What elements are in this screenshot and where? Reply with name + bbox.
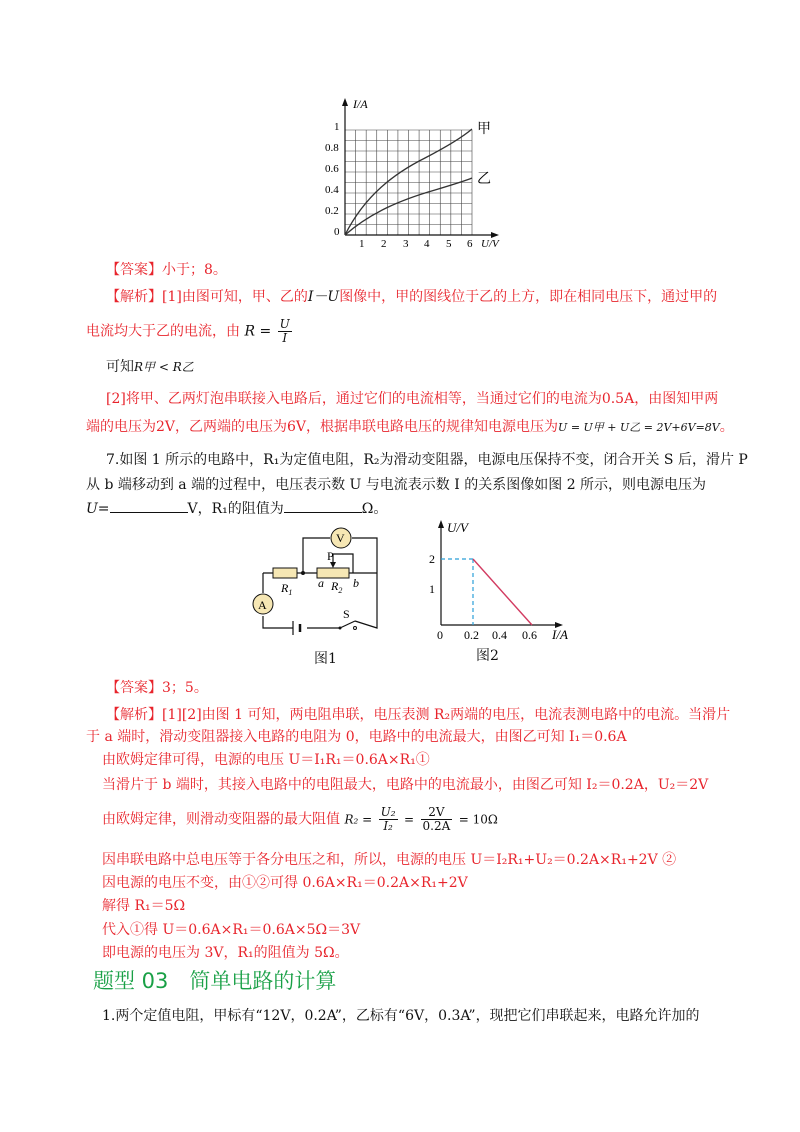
q6-analysis-line2 bbox=[86, 318, 294, 345]
y-tick: 0.8 bbox=[325, 142, 339, 154]
formula-i-u: I－U bbox=[307, 289, 340, 305]
p-label: P bbox=[327, 549, 334, 563]
y-axis-label: I/A bbox=[353, 97, 368, 111]
y-tick: 1 bbox=[334, 121, 340, 133]
analysis-tag: 【解析】 bbox=[106, 707, 162, 723]
ui-line bbox=[473, 559, 532, 625]
q7-answer bbox=[106, 678, 208, 698]
formula-r: R = bbox=[244, 323, 272, 340]
terminal-a-label: a bbox=[318, 576, 324, 590]
text: 代入①得 U＝0.6A×R₁＝0.6A×5Ω＝3V bbox=[102, 922, 361, 938]
switch-label: S bbox=[343, 607, 350, 621]
y-axis-arrow bbox=[438, 520, 444, 528]
ui-graph-2 bbox=[425, 518, 595, 643]
answer-text: 小于；8。 bbox=[162, 262, 227, 278]
r1-label: $R_1$ bbox=[281, 581, 293, 597]
x-tick: 0.2 bbox=[464, 628, 479, 642]
text: 图2 bbox=[476, 648, 499, 664]
q7-line3 bbox=[86, 498, 387, 519]
y-tick: 0.4 bbox=[325, 184, 339, 196]
text: 由欧姆定律可得，电源的电压 U＝I₁R₁＝0.6A×R₁① bbox=[102, 752, 430, 768]
y-axis-arrow bbox=[342, 98, 348, 106]
answer-tag: 【答案】 bbox=[106, 680, 162, 696]
x-tick: 2 bbox=[381, 238, 387, 250]
answer-tag: 【答案】 bbox=[106, 262, 162, 278]
resistor-r1 bbox=[273, 568, 297, 578]
answer-text: 3；5。 bbox=[162, 680, 208, 696]
q6-answer bbox=[106, 260, 227, 280]
q7-analysis-line1 bbox=[106, 705, 730, 725]
text: 于 a 端时，滑动变阻器接入电路的电阻为 0，电路中的电流最大，由图乙可知 I₁＝0.6A bbox=[86, 729, 627, 745]
x-tick: 6 bbox=[467, 238, 473, 250]
numerator: U bbox=[279, 317, 290, 331]
formula-total-voltage: U = U甲 + U乙 = 2V+6V=8V bbox=[558, 421, 720, 434]
x-tick: 0.4 bbox=[492, 628, 507, 642]
graph-grid bbox=[345, 130, 472, 235]
formula-r2: R₂ = bbox=[344, 812, 373, 827]
q6-analysis-line1 bbox=[106, 287, 717, 307]
fig2-caption bbox=[476, 646, 499, 666]
q7-analysis-line4 bbox=[102, 775, 708, 795]
switch-terminal bbox=[339, 627, 342, 630]
q7-analysis-line9 bbox=[102, 920, 360, 940]
text: 1.两个定值电阻，甲标有“12V，0.2A”，乙标有“6V，0.3A”，现把它们串联起来，电路允许加的 bbox=[102, 1008, 700, 1024]
text: 因电源的电压不变，由①②可得 0.6A×R₁＝0.2A×R₁+2V bbox=[102, 875, 468, 891]
curve-jia-label: 甲 bbox=[477, 122, 491, 137]
y-tick: 0.6 bbox=[325, 163, 339, 175]
text: 当滑片于 b 端时，其接入电路中的电阻最大，电路中的电流最小，由图乙可知 I₂＝0.2A，U₂＝2V bbox=[102, 777, 709, 793]
text: 从 b 端移动到 a 端的过程中，电压表示数 U 与电流表示数 I 的关系图像如图 2 所示，则电源电压为 bbox=[86, 477, 707, 493]
numerator: 2V bbox=[421, 806, 453, 820]
ammeter-label: A bbox=[258, 598, 267, 612]
q6-analysis-line5 bbox=[86, 417, 734, 438]
circuit-diagram bbox=[245, 518, 395, 668]
q6-analysis-line4 bbox=[106, 389, 718, 409]
section-title: 题型 03 简单电路的计算 bbox=[93, 969, 337, 993]
terminal-b-label: b bbox=[353, 576, 359, 590]
q7-analysis-line3 bbox=[102, 750, 430, 770]
formula-r-compare: R甲 < R乙 bbox=[134, 360, 194, 374]
curve-yi-label: 乙 bbox=[477, 172, 491, 187]
junction-dot bbox=[301, 571, 305, 575]
text: V，R₁的阻值为 bbox=[187, 501, 284, 517]
text: 。 bbox=[719, 419, 734, 435]
denominator: 0.2A bbox=[422, 819, 451, 833]
x-tick: 4 bbox=[424, 238, 430, 250]
fraction-2v-over-02a bbox=[421, 806, 453, 833]
y-tick: 0.2 bbox=[325, 205, 339, 217]
switch-s bbox=[340, 621, 355, 628]
text: 图1 bbox=[314, 651, 337, 667]
numerator: U₂ bbox=[380, 805, 396, 819]
analysis-tag: 【解析】 bbox=[106, 289, 162, 305]
x-tick: 3 bbox=[403, 238, 409, 250]
text: 因串联电路中总电压等于各分电压之和，所以，电源的电压 U＝I₂R₁+U₂＝0.2A×R₁+2V ② bbox=[102, 852, 677, 868]
x-tick: 1 bbox=[359, 238, 365, 250]
denominator: I₂ bbox=[383, 819, 393, 833]
q6-analysis-line3 bbox=[106, 357, 194, 377]
y-tick: 1 bbox=[429, 582, 435, 596]
answer-blank-resistance[interactable] bbox=[284, 498, 362, 513]
text: [1]由图可知，甲、乙的 bbox=[162, 289, 308, 305]
q7-analysis-line5 bbox=[102, 806, 498, 833]
q7-analysis-line8 bbox=[102, 896, 185, 916]
text: Ω。 bbox=[361, 501, 388, 517]
q7-analysis-line2 bbox=[86, 727, 627, 747]
q1-line1 bbox=[102, 1006, 700, 1026]
section-heading bbox=[93, 966, 336, 996]
x-axis-label: U/V bbox=[481, 238, 499, 250]
equals: = bbox=[404, 812, 415, 827]
denominator: I bbox=[282, 331, 288, 345]
text: 解得 R₁＝5Ω bbox=[102, 898, 186, 914]
q7-analysis-line7 bbox=[102, 873, 468, 893]
text: [2]将甲、乙两灯泡串联接入电路后，通过它们的电流相等，当通过它们的电流为0.5A，由图知甲两 bbox=[106, 391, 719, 407]
x-tick: 5 bbox=[446, 238, 452, 250]
text: 由欧姆定律，则滑动变阻器的最大阻值 bbox=[102, 811, 340, 828]
q7-analysis-line6 bbox=[102, 850, 676, 870]
x-axis-label: I/A bbox=[552, 627, 568, 642]
text: 7.如图 1 所示的电路中，R₁为定值电阻，R₂为滑动变阻器，电源电压保持不变，闭合开关 S 后，滑片 P bbox=[106, 452, 748, 468]
text: 端的电压为2V，乙两端的电压为6V，根据串联电路电压的规律知电源电压为 bbox=[86, 419, 559, 435]
r2-label: $R_2$ bbox=[331, 579, 343, 595]
y-tick: 0 bbox=[334, 226, 340, 238]
text: 可知 bbox=[106, 359, 134, 375]
text: 图像中，甲的图线位于乙的上方，即在相同电压下，通过甲的 bbox=[339, 289, 718, 305]
text: 电流均大于乙的电流，由 bbox=[86, 323, 240, 340]
q7-analysis-line10 bbox=[102, 943, 349, 963]
result: = 10Ω bbox=[458, 812, 498, 827]
iu-graph-1 bbox=[325, 95, 505, 250]
y-axis-label: U/V bbox=[447, 520, 468, 535]
text: 即电源的电压为 3V，R₁的阻值为 5Ω。 bbox=[102, 945, 349, 961]
fraction-u2-over-i2 bbox=[379, 806, 398, 833]
switch-terminal bbox=[354, 627, 357, 630]
y-tick: 2 bbox=[429, 552, 435, 566]
voltmeter-label: V bbox=[336, 531, 345, 545]
fig1-caption bbox=[314, 649, 337, 669]
x-tick: 0 bbox=[437, 628, 443, 642]
q7-line1 bbox=[106, 450, 748, 470]
text: [1][2]由图 1 可知，两电阻串联，电压表测 R₂两端的电压，电流表测电路中的电流。当滑片 bbox=[162, 707, 731, 723]
fraction-u-over-i bbox=[278, 318, 292, 345]
x-tick: 0.6 bbox=[522, 628, 537, 642]
text: U= bbox=[86, 501, 110, 517]
q7-line2 bbox=[86, 475, 706, 495]
answer-blank-voltage[interactable] bbox=[110, 498, 188, 513]
